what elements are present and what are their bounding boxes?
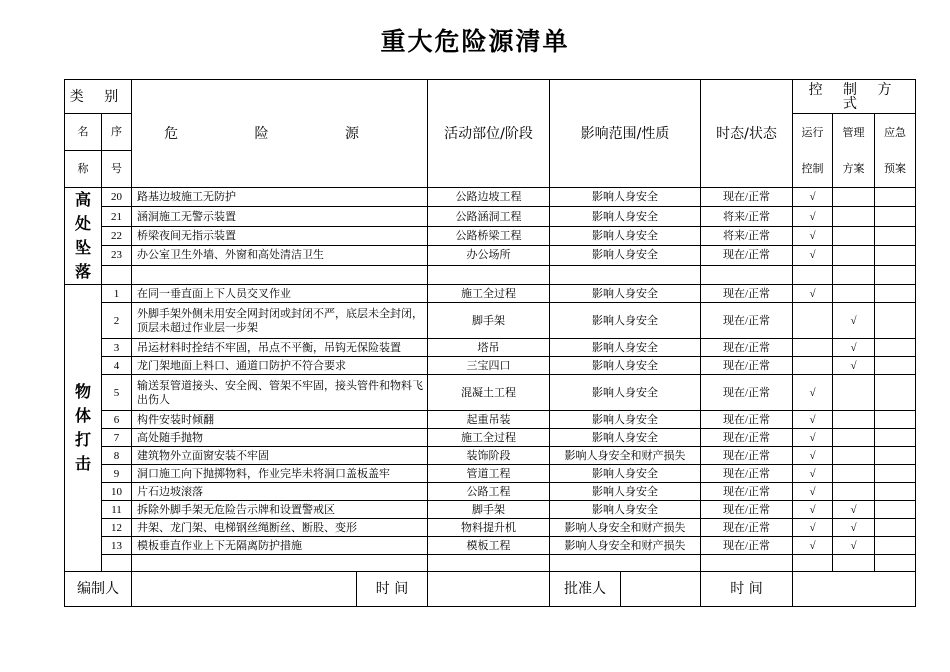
control-run-cell <box>793 303 833 339</box>
control-emerg-cell <box>875 501 916 519</box>
control-mgmt-cell <box>833 188 875 207</box>
seq-cell: 8 <box>102 447 132 465</box>
editor-value[interactable] <box>132 572 357 607</box>
impact-cell: 影响人身安全 <box>550 429 701 447</box>
control-mgmt-header: 管理 方案 <box>833 114 875 188</box>
hazard-cell: 构件安装时倾翻 <box>132 411 428 429</box>
state-header: 时态/状态 <box>701 80 793 188</box>
table-row <box>65 303 916 339</box>
empty-cell <box>102 265 132 284</box>
seq-cell: 7 <box>102 429 132 447</box>
impact-cell: 影响人身安全 <box>550 246 701 265</box>
activity-cell: 装饰阶段 <box>428 447 550 465</box>
control-mgmt-cell: √ <box>833 537 875 555</box>
state-cell: 现在/正常 <box>701 188 793 207</box>
table-row <box>65 483 916 501</box>
hazard-cell: 洞口施工向下抛掷物料，作业完毕未将洞口盖板盖牢 <box>132 465 428 483</box>
control-mgmt-cell <box>833 483 875 501</box>
control-emerg-cell <box>875 537 916 555</box>
control-emerg-cell <box>875 465 916 483</box>
signature-row <box>65 572 916 607</box>
seq-cell: 20 <box>102 188 132 207</box>
hazard-cell: 龙门架地面上料口、通道口防护不符合要求 <box>132 357 428 375</box>
approver-value[interactable] <box>621 572 700 606</box>
state-cell: 现在/正常 <box>701 411 793 429</box>
activity-cell: 公路涵洞工程 <box>428 207 550 226</box>
hazard-cell: 建筑物外立面窗安装不牢固 <box>132 447 428 465</box>
table-row <box>65 501 916 519</box>
table-row <box>65 226 916 245</box>
control-run-cell: √ <box>793 375 833 411</box>
hazard-table <box>64 79 916 607</box>
control-mgmt-cell: √ <box>833 501 875 519</box>
table-row <box>65 447 916 465</box>
control-run-cell: √ <box>793 447 833 465</box>
hazard-cell: 片石边坡滚落 <box>132 483 428 501</box>
seq-cell: 9 <box>102 465 132 483</box>
activity-cell: 公路桥梁工程 <box>428 226 550 245</box>
control-run-cell: √ <box>793 246 833 265</box>
table-row <box>65 465 916 483</box>
seq-header-top: 序 <box>102 114 132 151</box>
time-label: 时 间 <box>357 572 428 607</box>
impact-cell: 影响人身安全 <box>550 483 701 501</box>
control-run-cell: √ <box>793 465 833 483</box>
hazard-cell: 路基边坡施工无防护 <box>132 188 428 207</box>
control-emerg-cell <box>875 188 916 207</box>
impact-cell: 影响人身安全 <box>550 501 701 519</box>
empty-cell <box>132 265 428 284</box>
table-row <box>65 429 916 447</box>
empty-cell <box>701 555 793 572</box>
control-mgmt-cell: √ <box>833 339 875 357</box>
activity-cell: 管道工程 <box>428 465 550 483</box>
seq-cell: 11 <box>102 501 132 519</box>
category-char: 击 <box>74 454 91 473</box>
control-mgmt-cell <box>833 429 875 447</box>
approver-label: 批准人 <box>550 572 621 606</box>
activity-cell: 混凝土工程 <box>428 375 550 411</box>
activity-cell: 物料提升机 <box>428 519 550 537</box>
control-mgmt-cell <box>833 207 875 226</box>
table-row <box>65 375 916 411</box>
empty-cell <box>550 265 701 284</box>
empty-cell <box>793 555 833 572</box>
control-run-cell: √ <box>793 207 833 226</box>
seq-cell: 23 <box>102 246 132 265</box>
hazard-cell: 在同一垂直面上下人员交叉作业 <box>132 285 428 303</box>
impact-cell: 影响人身安全 <box>550 357 701 375</box>
impact-cell: 影响人身安全 <box>550 188 701 207</box>
control-run-cell <box>793 357 833 375</box>
table-row <box>65 188 916 207</box>
hazard-cell: 模板垂直作业上下无隔离防护措施 <box>132 537 428 555</box>
time-label-2: 时 间 <box>701 572 793 607</box>
impact-cell: 影响人身安全 <box>550 285 701 303</box>
category-header: 类 别 <box>65 80 132 114</box>
empty-cell <box>833 265 875 284</box>
impact-cell: 影响人身安全 <box>550 226 701 245</box>
control-emerg-cell <box>875 375 916 411</box>
state-cell: 现在/正常 <box>701 357 793 375</box>
state-cell: 现在/正常 <box>701 303 793 339</box>
empty-cell <box>875 555 916 572</box>
state-cell: 现在/正常 <box>701 483 793 501</box>
control-emerg-cell <box>875 207 916 226</box>
empty-cell <box>102 555 132 572</box>
table-row <box>65 207 916 226</box>
hazard-cell: 吊运材料时拴结不牢固，吊点不平衡，吊钩无保险装置 <box>132 339 428 357</box>
hazard-cell: 涵洞施工无警示装置 <box>132 207 428 226</box>
control-mgmt-cell: √ <box>833 519 875 537</box>
table-row <box>65 519 916 537</box>
category-char: 打 <box>74 430 91 449</box>
category-char: 物 <box>74 382 91 401</box>
control-run-cell: √ <box>793 188 833 207</box>
control-run-cell: √ <box>793 519 833 537</box>
control-run-cell: √ <box>793 483 833 501</box>
activity-cell: 公路工程 <box>428 483 550 501</box>
hazard-cell: 外脚手架外侧未用安全网封闭或封闭不严，底层未全封闭，顶层未超过作业层一步架 <box>132 303 428 339</box>
empty-cell <box>833 555 875 572</box>
control-emerg-cell <box>875 411 916 429</box>
category-char: 坠 <box>74 238 91 257</box>
category-char: 处 <box>74 214 91 233</box>
empty-cell <box>550 555 701 572</box>
control-emerg-cell <box>875 339 916 357</box>
approver-cell <box>550 572 701 607</box>
state-cell: 将来/正常 <box>701 226 793 245</box>
control-emerg-cell <box>875 246 916 265</box>
hazard-header: 危 险 源 <box>132 80 428 188</box>
empty-row <box>65 265 916 284</box>
control-mgmt-cell <box>833 246 875 265</box>
state-cell: 现在/正常 <box>701 339 793 357</box>
control-mgmt-cell <box>833 465 875 483</box>
impact-header: 影响范围/性质 <box>550 80 701 188</box>
empty-cell <box>793 265 833 284</box>
control-run-header: 运行 控制 <box>793 114 833 188</box>
impact-cell: 影响人身安全 <box>550 465 701 483</box>
hazard-cell: 拆除外脚手架无危险告示牌和设置警戒区 <box>132 501 428 519</box>
activity-cell: 施工全过程 <box>428 429 550 447</box>
impact-cell: 影响人身安全 <box>550 207 701 226</box>
control-header: 控 制 方 式 <box>793 80 916 114</box>
control-run-cell: √ <box>793 501 833 519</box>
activity-cell: 起重吊装 <box>428 411 550 429</box>
control-run-cell: √ <box>793 226 833 245</box>
table-row <box>65 285 916 303</box>
control-emerg-cell <box>875 447 916 465</box>
control-emerg-cell <box>875 303 916 339</box>
impact-cell: 影响人身安全 <box>550 375 701 411</box>
category-char: 体 <box>74 406 91 425</box>
empty-cell <box>875 265 916 284</box>
table-row <box>65 357 916 375</box>
control-run-cell: √ <box>793 537 833 555</box>
control-emerg-cell <box>875 226 916 245</box>
seq-cell: 6 <box>102 411 132 429</box>
activity-header: 活动部位/阶段 <box>428 80 550 188</box>
control-emerg-cell <box>875 357 916 375</box>
control-mgmt-cell <box>833 226 875 245</box>
state-cell: 将来/正常 <box>701 207 793 226</box>
control-mgmt-cell: √ <box>833 303 875 339</box>
hazard-cell: 高处随手抛物 <box>132 429 428 447</box>
impact-cell: 影响人身安全 <box>550 339 701 357</box>
seq-header-bottom: 号 <box>102 151 132 188</box>
hazard-cell: 桥梁夜间无指示装置 <box>132 226 428 245</box>
activity-cell: 公路边坡工程 <box>428 188 550 207</box>
empty-cell <box>132 555 428 572</box>
state-cell: 现在/正常 <box>701 519 793 537</box>
hazard-cell: 输送泵管道接头、安全阀、管架不牢固，接头管件和物料飞出伤人 <box>132 375 428 411</box>
seq-cell: 4 <box>102 357 132 375</box>
seq-cell: 3 <box>102 339 132 357</box>
control-emerg-header: 应急 预案 <box>875 114 916 188</box>
seq-cell: 21 <box>102 207 132 226</box>
empty-cell <box>428 555 550 572</box>
control-mgmt-cell: √ <box>833 357 875 375</box>
seq-cell: 5 <box>102 375 132 411</box>
editor-label: 编制人 <box>65 572 132 607</box>
control-emerg-cell <box>875 483 916 501</box>
name-header-top: 名 <box>65 114 102 151</box>
hazard-cell: 井架、龙门架、电梯钢丝绳断丝、断股、变形 <box>132 519 428 537</box>
state-cell: 现在/正常 <box>701 447 793 465</box>
seq-cell: 13 <box>102 537 132 555</box>
control-emerg-cell <box>875 429 916 447</box>
table-row <box>65 537 916 555</box>
time-value[interactable] <box>428 572 550 607</box>
category-char: 落 <box>74 262 91 281</box>
seq-cell: 2 <box>102 303 132 339</box>
seq-cell: 1 <box>102 285 132 303</box>
category-cell <box>65 188 102 285</box>
activity-cell: 塔吊 <box>428 339 550 357</box>
activity-cell: 三宝四口 <box>428 357 550 375</box>
control-mgmt-cell <box>833 375 875 411</box>
hazard-cell: 办公室卫生外墙、外窗和高处清洁卫生 <box>132 246 428 265</box>
state-cell: 现在/正常 <box>701 429 793 447</box>
table-row <box>65 246 916 265</box>
activity-cell: 脚手架 <box>428 501 550 519</box>
state-cell: 现在/正常 <box>701 285 793 303</box>
control-run-cell: √ <box>793 285 833 303</box>
seq-cell: 12 <box>102 519 132 537</box>
control-run-cell: √ <box>793 429 833 447</box>
table-row <box>65 339 916 357</box>
activity-cell: 模板工程 <box>428 537 550 555</box>
state-cell: 现在/正常 <box>701 501 793 519</box>
impact-cell: 影响人身安全和财产损失 <box>550 519 701 537</box>
empty-cell <box>701 265 793 284</box>
table-row <box>65 411 916 429</box>
impact-cell: 影响人身安全 <box>550 303 701 339</box>
impact-cell: 影响人身安全 <box>550 411 701 429</box>
control-mgmt-cell <box>833 447 875 465</box>
state-cell: 现在/正常 <box>701 246 793 265</box>
empty-row <box>65 555 916 572</box>
control-run-cell <box>793 339 833 357</box>
seq-cell: 10 <box>102 483 132 501</box>
control-mgmt-cell <box>833 285 875 303</box>
control-emerg-cell <box>875 285 916 303</box>
time-value-2[interactable] <box>793 572 916 607</box>
name-header-bottom: 称 <box>65 151 102 188</box>
category-char: 高 <box>74 190 91 209</box>
impact-cell: 影响人身安全和财产损失 <box>550 537 701 555</box>
impact-cell: 影响人身安全和财产损失 <box>550 447 701 465</box>
control-mgmt-cell <box>833 411 875 429</box>
activity-cell: 办公场所 <box>428 246 550 265</box>
empty-cell <box>428 265 550 284</box>
activity-cell: 施工全过程 <box>428 285 550 303</box>
control-emerg-cell <box>875 519 916 537</box>
activity-cell: 脚手架 <box>428 303 550 339</box>
category-cell <box>65 285 102 572</box>
control-run-cell: √ <box>793 411 833 429</box>
state-cell: 现在/正常 <box>701 465 793 483</box>
seq-cell: 22 <box>102 226 132 245</box>
state-cell: 现在/正常 <box>701 375 793 411</box>
page-title: 重大危险源清单 <box>380 27 570 56</box>
state-cell: 现在/正常 <box>701 537 793 555</box>
